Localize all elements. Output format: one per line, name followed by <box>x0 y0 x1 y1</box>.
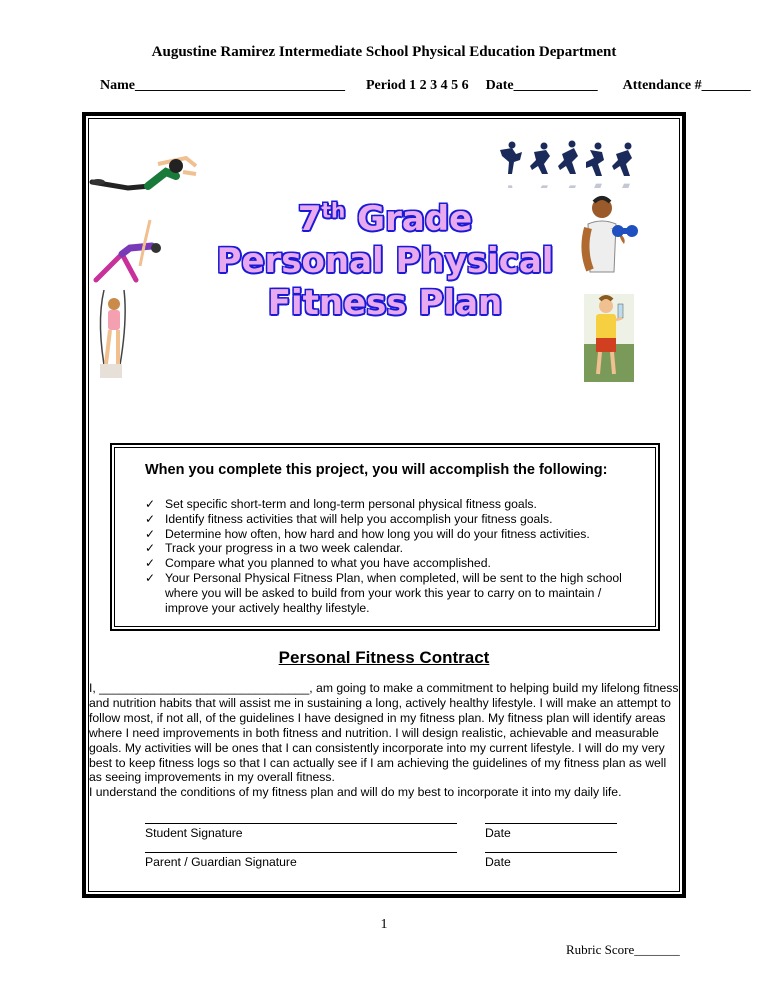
rubric-score-field[interactable]: Rubric Score_______ <box>566 942 680 957</box>
stretching-clipart <box>92 216 167 284</box>
checkmark-icon: ✓ <box>145 497 156 511</box>
jump-rope-clipart <box>92 284 132 384</box>
parent-signature-line[interactable] <box>145 852 457 853</box>
grade-number: 7 <box>297 199 322 239</box>
grade-word: Grade <box>357 199 473 239</box>
goals-heading: When you complete this project, you will accomplish the following: <box>145 462 608 478</box>
parent-date-line[interactable] <box>485 852 617 853</box>
document-title <box>180 198 590 324</box>
checkmark-icon: ✓ <box>145 526 156 541</box>
title-line-2: Personal Physical <box>216 241 554 281</box>
contract-title: Personal Fitness Contract <box>278 648 490 667</box>
name-field-label[interactable]: Name______________________________ <box>100 78 345 93</box>
goal-text: Identify fitness activities that will help you accomplish your fitness goals. <box>165 511 553 526</box>
page-number: 1 <box>380 917 388 932</box>
goal-text: Track your progress in a two week calendar. <box>165 541 403 556</box>
title-line-grade <box>180 198 590 240</box>
title-line-3: Fitness Plan <box>267 283 503 323</box>
grade-suffix: th <box>321 198 346 223</box>
checkmark-icon: ✓ <box>145 570 156 585</box>
goal-item <box>145 512 625 527</box>
checkmark-icon: ✓ <box>145 511 156 526</box>
checkmark-icon: ✓ <box>145 541 156 556</box>
student-date-line[interactable] <box>485 823 617 824</box>
period-field-label[interactable]: Period 1 2 3 4 5 6 <box>366 78 469 93</box>
goal-item <box>145 541 625 556</box>
student-date-label: Date <box>485 826 511 840</box>
athletes-silhouettes-clipart <box>498 140 650 188</box>
goal-item <box>145 527 625 542</box>
student-info-line <box>100 78 751 94</box>
parent-date-label: Date <box>485 855 511 869</box>
date-field-label[interactable]: Date____________ <box>485 78 598 93</box>
contract-paragraph: I, _______________________________, am going to make a commitment to helping build my lifelong fitness and nutrition habits that will assist me in sustaining a long, actively healthy lifestyle. I will make an attempt to follow most, if not all, of the guidelines I have designed in my fitness plan. My fitness plan will identify areas where I need improvements in both fitness and nutrition. I will design realistic, achievable and measurable goals. My activities will be ones that I can consistently incorporate into my current lifestyle. I will do my very best to keep fitness logs so that I can actually see if I am achieving the guidelines of my fitness plan as well as seeing improvements in my overall fitness. <box>89 681 679 785</box>
department-heading: Augustine Ramirez Intermediate School Physical Education Department <box>151 44 617 60</box>
parent-signature-label: Parent / Guardian Signature <box>145 855 297 869</box>
contract-body <box>89 681 679 800</box>
situp-clipart <box>88 152 203 197</box>
attendance-field-label[interactable]: Attendance #_______ <box>622 78 751 93</box>
student-signature-label: Student Signature <box>145 826 243 840</box>
goal-text: Determine how often, how hard and how long you will do your fitness activities. <box>165 526 590 541</box>
goal-text: Set specific short-term and long-term personal physical fitness goals. <box>165 497 537 511</box>
goal-item <box>145 556 625 571</box>
hydration-clipart <box>584 294 634 382</box>
goal-text: Compare what you planned to what you have accomplished. <box>165 556 491 571</box>
goals-list <box>145 497 625 615</box>
goal-text: Your Personal Physical Fitness Plan, when completed, will be sent to the high school where you will be asked to build from your work this year to carry on to maintain / improve your actively healthy lifestyle. <box>165 570 622 615</box>
goal-item <box>145 571 625 615</box>
checkmark-icon: ✓ <box>145 556 156 571</box>
student-signature-line[interactable] <box>145 823 457 824</box>
goal-item <box>145 497 625 512</box>
contract-closing: I understand the conditions of my fitness plan and will do my best to incorporate it into my daily life. <box>89 785 622 800</box>
